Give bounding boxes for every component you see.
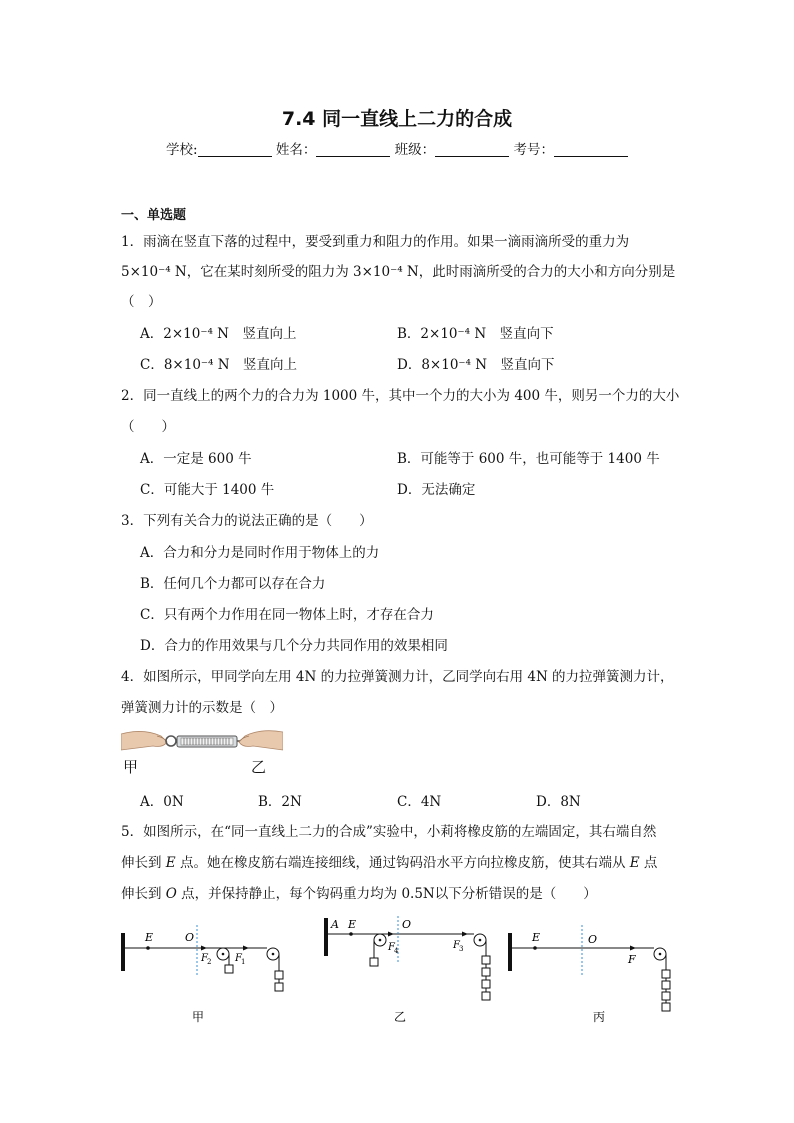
q5-line2: 伸长到 E 点。她在橡皮筋右端连接细线，通过钩码沿水平方向拉橡皮筋，使其右端从 E 点 xyxy=(121,855,658,871)
number-label: 考号： xyxy=(513,142,554,158)
q3-line1: 3．下列有关合力的说法正确的是（ ） xyxy=(121,513,373,529)
name-label: 姓名： xyxy=(275,142,317,158)
q3-option-b[interactable]: B．任何几个力都可以存在合力 xyxy=(140,576,326,592)
fig2-label-f3-sub: 3 xyxy=(459,945,464,953)
fig2-label-f3: F xyxy=(453,940,460,951)
q4-option-c[interactable]: C．4N xyxy=(397,794,442,810)
q3-option-c[interactable]: C．只有两个力作用在同一物体上时，才存在合力 xyxy=(140,607,434,623)
q2-option-d[interactable]: D．无法确定 xyxy=(397,482,476,498)
class-blank[interactable] xyxy=(435,142,509,157)
fig2-label-a: A xyxy=(331,918,339,931)
q1-option-a[interactable]: A．2×10⁻⁴ N 竖直向上 xyxy=(140,326,297,342)
fig3-label-f: F xyxy=(628,953,636,966)
label-yi: 乙 xyxy=(251,758,267,776)
q2-option-a[interactable]: A．一定是 600 牛 xyxy=(140,451,252,467)
q2-line1: 2．同一直线上的两个力的合力为 1000 牛，其中一个力的大小为 400 牛，则另一个力的大小 xyxy=(121,388,680,404)
q4-line2: 弹簧测力计的示数是（ ） xyxy=(121,700,283,716)
student-info xyxy=(0,138,794,158)
fig3-label-o: O xyxy=(588,933,598,946)
q1-option-d[interactable]: D．8×10⁻⁴ N 竖直向下 xyxy=(397,357,555,373)
school-blank[interactable] xyxy=(198,142,272,157)
label-jia: 甲 xyxy=(123,758,139,776)
fig2-label-e: E xyxy=(348,918,357,931)
fig1-caption: 甲 xyxy=(192,1010,205,1024)
q1-line1: 1．雨滴在竖直下落的过程中，要受到重力和阻力的作用。如果一滴雨滴所受的重力为 xyxy=(121,234,630,250)
fig2-label-f4: F xyxy=(388,942,395,953)
q3-option-d[interactable]: D．合力的作用效果与几个分力共同作用的效果相同 xyxy=(140,638,448,654)
page-title: 7.4 同一直线上二力的合成 xyxy=(281,108,513,130)
fig3-label-e: E xyxy=(532,931,541,944)
q5-line1: 5．如图所示，在“同一直线上二力的合成”实验中，小莉将橡皮筋的左端固定，其右端自然 xyxy=(121,824,657,840)
fig1-label-e: E xyxy=(145,931,154,944)
fig2-label-f4-sub: 4 xyxy=(394,947,399,955)
q1-option-c[interactable]: C．8×10⁻⁴ N 竖直向上 xyxy=(140,357,298,373)
number-blank[interactable] xyxy=(554,142,628,157)
class-label: 班级： xyxy=(394,142,436,158)
figure-jia xyxy=(115,915,295,1025)
q2-line2: （ ） xyxy=(121,419,175,435)
fig3-caption: 丙 xyxy=(593,1010,606,1024)
school-label: 学校: xyxy=(166,142,198,158)
q1-line3: （ ） xyxy=(121,294,162,310)
fig2-caption: 乙 xyxy=(394,1010,407,1024)
q5-line3: 伸长到 O 点，并保持静止，每个钩码重力均为 0.5N以下分析错误的是（ ） xyxy=(121,886,597,902)
fig2-label-o: O xyxy=(402,918,412,931)
q4-line1: 4．如图所示，甲同学向左用 4N 的力拉弹簧测力计，乙同学向右用 4N 的力拉弹簧测力计， xyxy=(121,669,674,685)
q2-option-c[interactable]: C．可能大于 1400 牛 xyxy=(140,482,275,498)
section-heading: 一、单选题 xyxy=(121,208,187,223)
q1-option-b[interactable]: B．2×10⁻⁴ N 竖直向下 xyxy=(397,326,554,342)
name-blank[interactable] xyxy=(316,142,390,157)
q4-option-a[interactable]: A．0N xyxy=(140,794,184,810)
figure-bing xyxy=(502,915,682,1025)
q2-option-b[interactable]: B．可能等于 600 牛，也可能等于 1400 牛 xyxy=(397,451,660,467)
q3-option-a[interactable]: A．合力和分力是同时作用于物体上的力 xyxy=(140,545,380,561)
fig1-label-f2: F xyxy=(201,953,208,964)
q4-option-d[interactable]: D．8N xyxy=(536,794,581,810)
q4-option-b[interactable]: B．2N xyxy=(258,794,302,810)
fig1-label-f1: F xyxy=(235,953,242,964)
q1-line2: 5×10⁻⁴ N，它在某时刻所受的阻力为 3×10⁻⁴ N，此时雨滴所受的合力的大小和方向分别是 xyxy=(121,264,676,280)
fig1-label-f2-sub: 2 xyxy=(207,958,212,966)
fig1-label-o: O xyxy=(185,931,195,944)
figure-yi xyxy=(318,912,498,1026)
fig1-label-f1-sub: 1 xyxy=(241,958,246,966)
